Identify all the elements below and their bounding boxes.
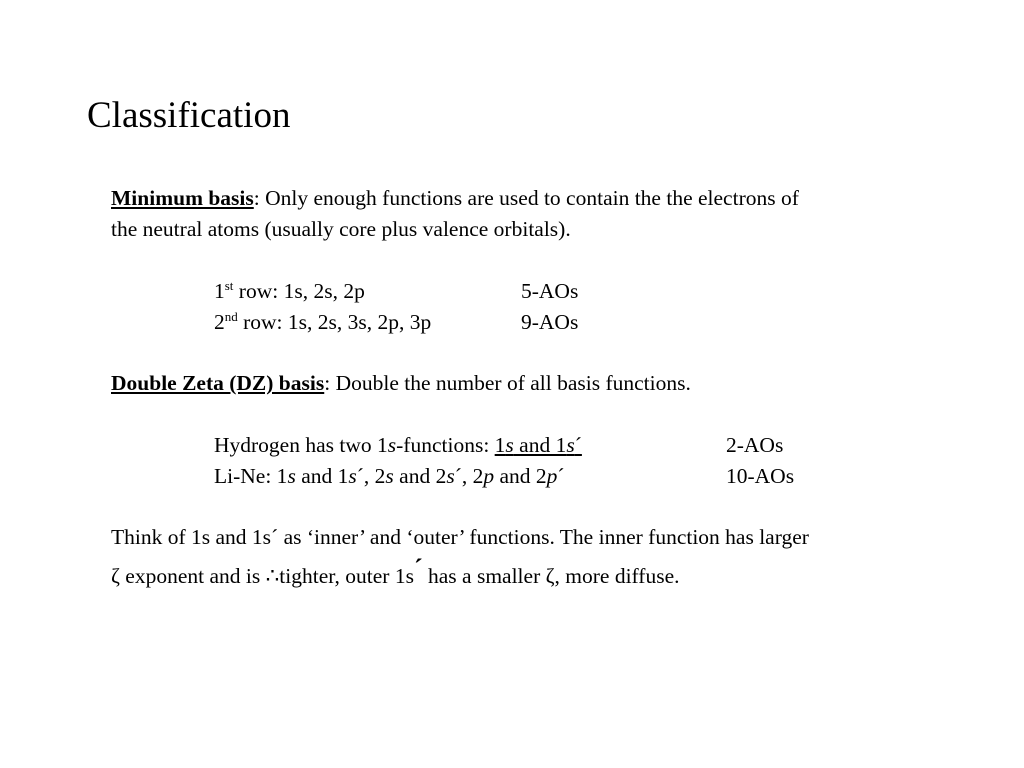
prime: ´ — [413, 554, 423, 583]
lithium-line — [214, 463, 565, 489]
lithium-count: 10-AOs — [726, 464, 795, 488]
minimum-basis-line-1 — [111, 185, 799, 211]
hydrogen-prefix: Hydrogen has two 1 — [214, 433, 388, 457]
hydrogen-mid: -functions: — [396, 433, 495, 457]
second-row-count: 9-AOs — [521, 310, 579, 334]
italic-s: s — [348, 464, 357, 488]
italic-s: s — [505, 433, 514, 457]
text-part: ´ — [557, 464, 565, 488]
text-part: and 1 — [295, 464, 349, 488]
slide-title: Classification — [87, 95, 291, 136]
italic-p: p — [483, 464, 495, 488]
row-number: 1 — [214, 279, 225, 303]
text-part: Li-Ne: 1 — [214, 464, 288, 488]
footer-line-2 — [111, 554, 680, 589]
minimum-basis-text: : Only enough functions are used to contain the the electrons of — [253, 186, 799, 210]
italic-s: s — [287, 464, 296, 488]
footer-text-a: ζ exponent and is ∴tighter, outer 1s — [111, 564, 414, 588]
italic-s: s — [446, 464, 455, 488]
row-superscript: nd — [224, 308, 238, 324]
italic-s: s — [387, 433, 397, 457]
italic-s: s — [566, 433, 575, 457]
text-part: ´, 2 — [356, 464, 386, 488]
text-part: ´, 2 — [454, 464, 484, 488]
double-zeta-heading: Double Zeta (DZ) basis — [111, 371, 325, 395]
text-part: and 2 — [393, 464, 447, 488]
minimum-basis-heading: Minimum basis — [111, 186, 254, 210]
second-row-line — [214, 309, 431, 335]
row-label: row: 1s, 2s, 2p — [233, 279, 365, 303]
row-superscript: st — [224, 277, 234, 293]
hydrogen-count: 2-AOs — [726, 433, 784, 457]
and-text: and 1 — [513, 433, 567, 457]
text-part: and 2 — [494, 464, 547, 488]
double-zeta-text: : Double the number of all basis functions. — [324, 371, 691, 395]
first-row-line — [214, 278, 365, 304]
row-label: row: 1s, 2s, 3s, 2p, 3p — [237, 310, 432, 334]
first-row-count: 5-AOs — [521, 279, 579, 303]
italic-s: s — [385, 464, 394, 488]
hydrogen-underlined — [495, 433, 582, 457]
minimum-basis-line-2: the neutral atoms (usually core plus valence orbitals). — [111, 217, 571, 241]
footer-line-1: Think of 1s and 1s´ as ‘inner’ and ‘outer’ functions. The inner function has larger — [111, 525, 809, 549]
digit: 1 — [494, 433, 506, 457]
double-zeta-line — [111, 370, 691, 396]
footer-text-b: has a smaller ζ, more diffuse. — [422, 564, 680, 588]
italic-p: p — [546, 464, 558, 488]
prime: ´ — [574, 433, 582, 457]
hydrogen-line — [214, 432, 582, 458]
row-number: 2 — [214, 310, 225, 334]
